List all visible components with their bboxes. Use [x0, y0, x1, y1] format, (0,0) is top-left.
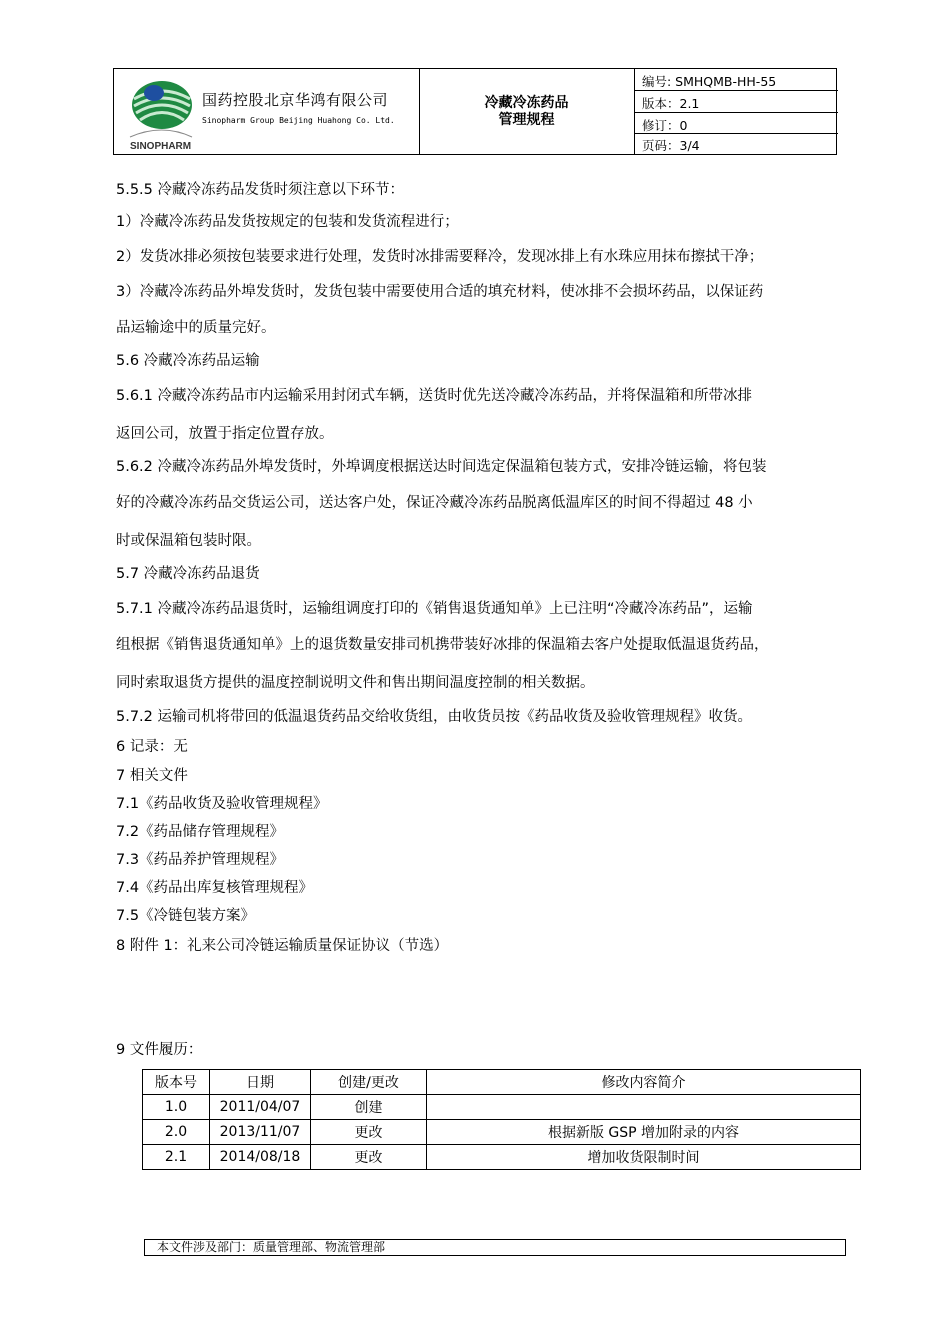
doc-version: 版本：2.1: [642, 96, 700, 111]
section-heading: 9 文件履历：: [116, 1042, 203, 1058]
related-document-item: 7.5《冷链包装方案》: [116, 908, 256, 924]
section-heading: 6 记录：无: [116, 739, 188, 755]
related-document-item: 7.2《药品储存管理规程》: [116, 824, 285, 840]
table-cell: 创建: [311, 1095, 427, 1120]
related-document-item: 7.1《药品收货及验收管理规程》: [116, 796, 328, 812]
paragraph: 5.5.5 冷藏冷冻药品发货时须注意以下环节：: [116, 182, 405, 198]
table-cell: 根据新版 GSP 增加附录的内容: [427, 1120, 861, 1145]
table-header-cell: 创建/更改: [311, 1070, 427, 1095]
header-row-divider: [634, 112, 838, 113]
doc-page-number: 页码：3/4: [642, 138, 700, 153]
paragraph: 5.7.2 运输司机将带回的低温退货药品交给收货组，由收货员按《药品收货及验收管理规程》收货。: [116, 709, 752, 725]
table-cell: 1.0: [143, 1095, 210, 1120]
table-header-cell: 版本号: [143, 1070, 210, 1095]
logo-wordmark: SINOPHARM: [130, 141, 192, 152]
doc-code: 编号: SMHQMB-HH-55: [642, 74, 777, 89]
section-heading: 5.7 冷藏冷冻药品退货: [116, 566, 260, 582]
paragraph: 1）冷藏冷冻药品发货按规定的包装和发货流程进行；: [116, 214, 459, 230]
paragraph: 品运输途中的质量完好。: [116, 320, 276, 336]
related-document-item: 7.4《药品出库复核管理规程》: [116, 880, 314, 896]
document-title: [419, 95, 634, 129]
paragraph: 2）发货冰排必须按包装要求进行处理，发货时冰排需要释冷，发现冰排上有水珠应用抹布擦拭干净；: [116, 249, 764, 265]
paragraph: 3）冷藏冷冻药品外埠发货时，发货包装中需要使用合适的填充材料，使冰排不会损坏药品，以保证药: [116, 284, 764, 300]
header-row-divider: [634, 90, 838, 91]
table-cell: 2011/04/07: [210, 1095, 311, 1120]
paragraph: 同时索取退货方提供的温度控制说明文件和售出期间温度控制的相关数据。: [116, 675, 595, 691]
departments-footer: 本文件涉及部门：质量管理部、物流管理部: [144, 1239, 846, 1256]
table-cell: 更改: [311, 1120, 427, 1145]
paragraph: 5.6.1 冷藏冷冻药品市内运输采用封闭式车辆，送货时优先送冷藏冷冻药品，并将保温箱和所带冰排: [116, 388, 752, 404]
table-cell: 2.1: [143, 1145, 210, 1170]
table-cell: 2.0: [143, 1120, 210, 1145]
table-row: [143, 1120, 861, 1145]
table-header-cell: 修改内容简介: [427, 1070, 861, 1095]
table-cell: [427, 1095, 861, 1120]
paragraph: 时或保温箱包装时限。: [116, 533, 261, 549]
table-cell: 2014/08/18: [210, 1145, 311, 1170]
table-row: [143, 1145, 861, 1170]
paragraph: 5.7.1 冷藏冷冻药品退货时，运输组调度打印的《销售退货通知单》上已注明“冷藏冷冻药品”，运输: [116, 601, 753, 617]
table-header-row: [143, 1070, 861, 1095]
section-heading: 8 附件 1：礼来公司冷链运输质量保证协议（节选）: [116, 938, 449, 954]
section-heading: 7 相关文件: [116, 768, 188, 784]
document-title-line: 冷藏冷冻药品: [484, 95, 569, 111]
paragraph: 好的冷藏冷冻药品交货运公司，送达客户处，保证冷藏冷冻药品脱离低温库区的时间不得超过 48 小: [116, 495, 753, 511]
related-document-item: 7.3《药品养护管理规程》: [116, 852, 285, 868]
document-header: [113, 68, 837, 155]
section-heading: 5.6 冷藏冷冻药品运输: [116, 353, 260, 369]
table-cell: 增加收货限制时间: [427, 1145, 861, 1170]
table-row: [143, 1095, 861, 1120]
company-name-cn: 国药控股北京华鸿有限公司: [202, 91, 389, 109]
table-cell: 2013/11/07: [210, 1120, 311, 1145]
sinopharm-logo-icon: [126, 77, 196, 153]
table-header-cell: 日期: [210, 1070, 311, 1095]
doc-revision: 修订：0: [642, 118, 688, 133]
paragraph: 5.6.2 冷藏冷冻药品外埠发货时，外埠调度根据送达时间选定保温箱包装方式，安排冷链运输，将包装: [116, 459, 767, 475]
company-name-en: Sinopharm Group Beijing Huahong Co. Ltd.: [202, 116, 395, 125]
paragraph: 组根据《销售退货通知单》上的退货数量安排司机携带装好冰排的保温箱去客户处提取低温退货药品，: [116, 637, 769, 653]
document-title-line: 管理规程: [498, 112, 555, 128]
table-cell: 更改: [311, 1145, 427, 1170]
paragraph: 返回公司，放置于指定位置存放。: [116, 426, 334, 442]
revision-history-table: [142, 1069, 861, 1170]
